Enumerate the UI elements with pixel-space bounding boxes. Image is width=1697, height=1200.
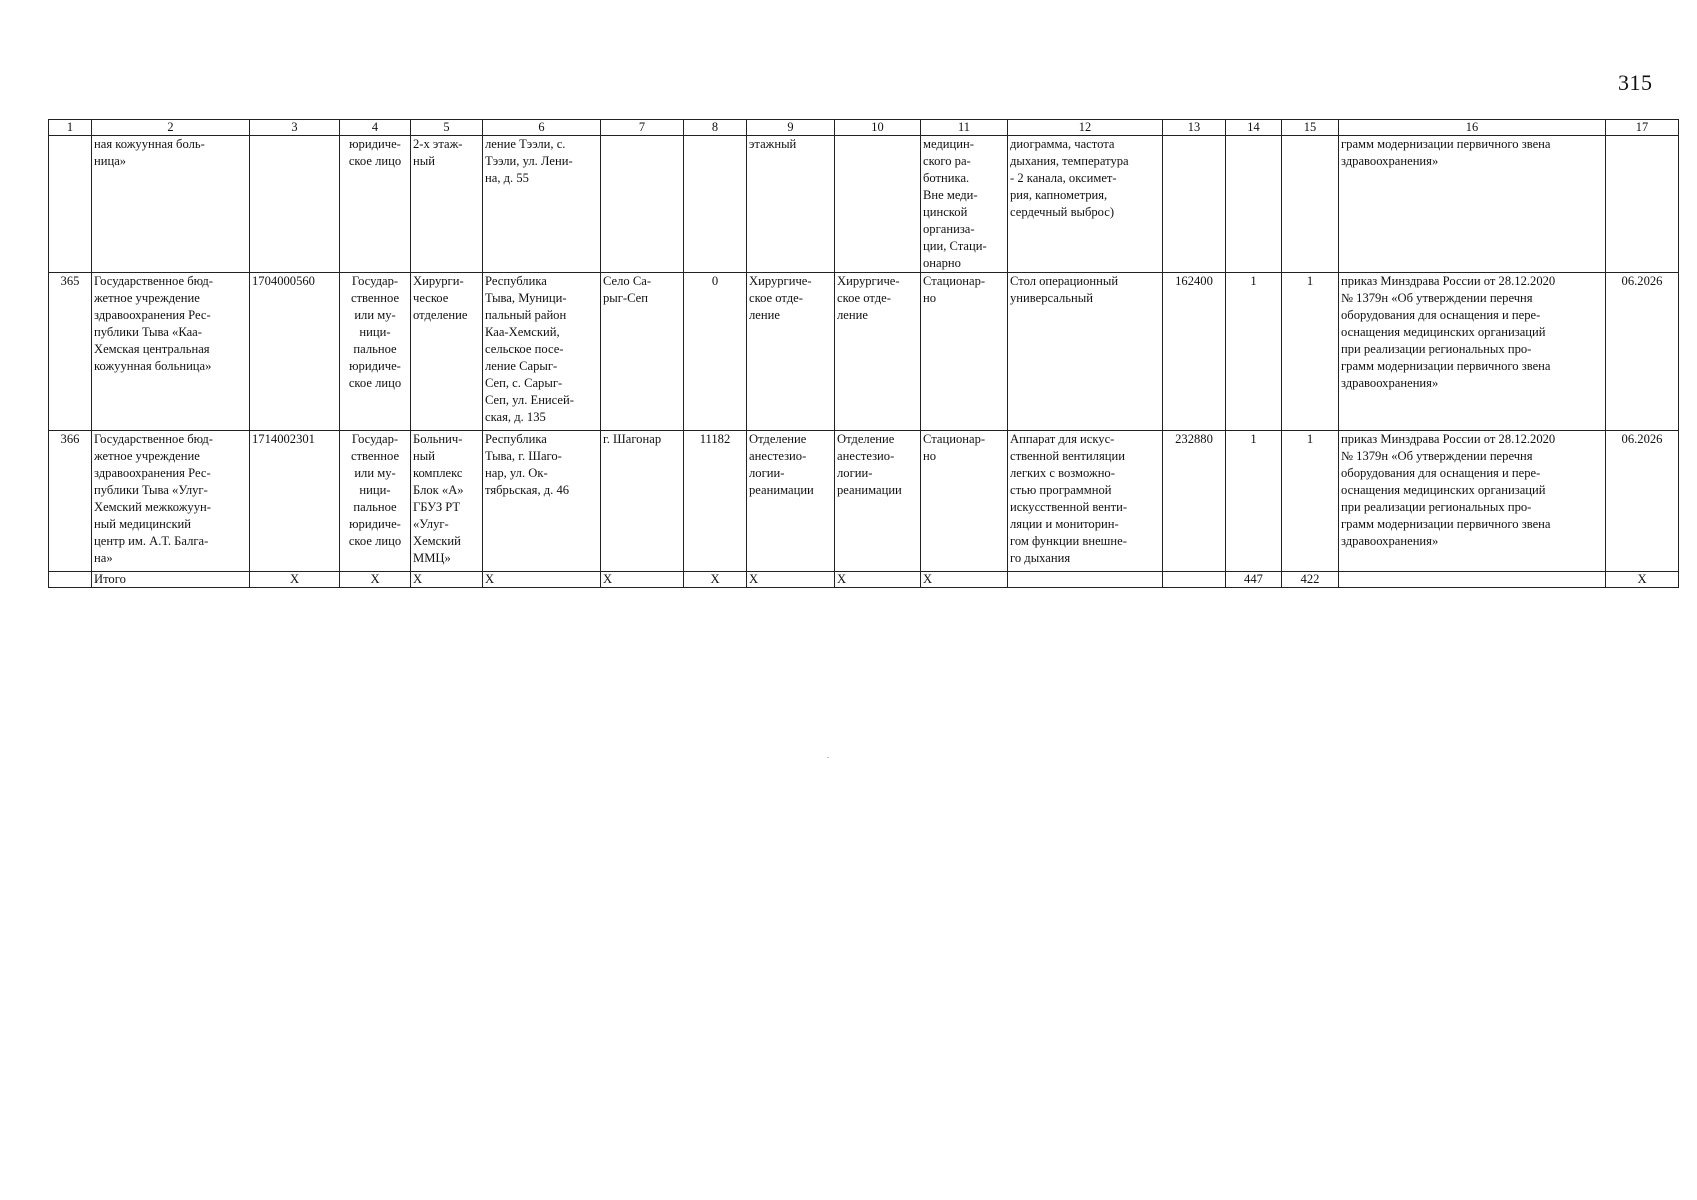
header-cell: 10 bbox=[835, 120, 921, 136]
cell-equipment: Стол операционный универсальный bbox=[1008, 273, 1163, 431]
cell-building: 2-х этаж- ный bbox=[411, 136, 483, 273]
total-cell bbox=[1008, 572, 1163, 588]
cell-date bbox=[1606, 136, 1679, 273]
header-cell: 2 bbox=[92, 120, 250, 136]
cell-building: Хирурги- ческое отделение bbox=[411, 273, 483, 431]
cell-quantity bbox=[1226, 136, 1282, 273]
cell-care-condition: медицин- ского ра- ботника. Вне меди- цинской организа- ции, Стаци- онарно bbox=[921, 136, 1008, 273]
header-cell: 3 bbox=[250, 120, 340, 136]
header-cell: 15 bbox=[1282, 120, 1339, 136]
cell-locality: Село Са- рыг-Сеп bbox=[601, 273, 684, 431]
cell-legal-form: юридиче- ское лицо bbox=[340, 136, 411, 273]
header-cell: 6 bbox=[483, 120, 601, 136]
header-cell: 1 bbox=[49, 120, 92, 136]
header-cell: 14 bbox=[1226, 120, 1282, 136]
scan-speck bbox=[827, 757, 829, 758]
cell-department: этажный bbox=[747, 136, 835, 273]
cell-equipment: диограмма, частота дыхания, температура - 2 канала, оксимет- рия, капнометрия, сердечный выброс) bbox=[1008, 136, 1163, 273]
cell-row-number: 365 bbox=[49, 273, 92, 431]
cell-department: Хирургиче- ское отде- ление bbox=[747, 273, 835, 431]
total-quantity-planned: 422 bbox=[1282, 572, 1339, 588]
header-cell: 7 bbox=[601, 120, 684, 136]
cell-legal-form: Государ- ственное или му- ници- пальное юридиче- ское лицо bbox=[340, 273, 411, 431]
cell-population bbox=[684, 136, 747, 273]
cell-address: Республика Тыва, Муници- пальный район Каа-Хемский, сельское посе- ление Сарыг- Сеп, с. Сарыг- Сеп, ул. Енисей- ская, д. 135 bbox=[483, 273, 601, 431]
cell-department: Отделение анестезио- логии- реанимации bbox=[747, 431, 835, 572]
header-cell: 13 bbox=[1163, 120, 1226, 136]
cell-organization: Государственное бюд- жетное учреждение здравоохранения Рес- публики Тыва «Каа- Хемская центральная кожуунная больница» bbox=[92, 273, 250, 431]
table-row bbox=[49, 431, 1679, 572]
total-cell: X bbox=[921, 572, 1008, 588]
total-cell: X bbox=[483, 572, 601, 588]
cell-unit: Хирургиче- ское отде- ление bbox=[835, 273, 921, 431]
cell-population: 11182 bbox=[684, 431, 747, 572]
total-cell: X bbox=[250, 572, 340, 588]
header-cell: 12 bbox=[1008, 120, 1163, 136]
cell-inn bbox=[250, 136, 340, 273]
table-row bbox=[49, 273, 1679, 431]
header-cell: 8 bbox=[684, 120, 747, 136]
cell-code: 162400 bbox=[1163, 273, 1226, 431]
total-quantity: 447 bbox=[1226, 572, 1282, 588]
cell-locality: г. Шагонар bbox=[601, 431, 684, 572]
header-cell: 11 bbox=[921, 120, 1008, 136]
cell-date: 06.2026 bbox=[1606, 273, 1679, 431]
total-cell: X bbox=[340, 572, 411, 588]
total-cell: X bbox=[684, 572, 747, 588]
cell-quantity: 1 bbox=[1226, 431, 1282, 572]
cell-quantity-planned: 1 bbox=[1282, 431, 1339, 572]
cell-unit bbox=[835, 136, 921, 273]
cell-legal-basis: грамм модернизации первичного звена здравоохранения» bbox=[1339, 136, 1606, 273]
cell-locality bbox=[601, 136, 684, 273]
header-cell: 9 bbox=[747, 120, 835, 136]
cell-row-number bbox=[49, 136, 92, 273]
cell-inn: 1704000560 bbox=[250, 273, 340, 431]
cell-date: 06.2026 bbox=[1606, 431, 1679, 572]
total-cell: X bbox=[601, 572, 684, 588]
cell-unit: Отделение анестезио- логии- реанимации bbox=[835, 431, 921, 572]
cell-address: ление Тээли, с. Тээли, ул. Лени- на, д. 55 bbox=[483, 136, 601, 273]
cell-quantity-planned bbox=[1282, 136, 1339, 273]
cell-quantity: 1 bbox=[1226, 273, 1282, 431]
cell-care-condition: Стационар- но bbox=[921, 273, 1008, 431]
total-cell: X bbox=[1606, 572, 1679, 588]
header-cell: 5 bbox=[411, 120, 483, 136]
table-row bbox=[49, 136, 1679, 273]
cell-organization: Государственное бюд- жетное учреждение здравоохранения Рес- публики Тыва «Улуг- Хемский межкожуун- ный медицинский центр им. А.Т. Балга- на» bbox=[92, 431, 250, 572]
cell-code bbox=[1163, 136, 1226, 273]
total-cell: X bbox=[747, 572, 835, 588]
total-label: Итого bbox=[92, 572, 250, 588]
header-cell: 16 bbox=[1339, 120, 1606, 136]
equipment-table bbox=[48, 119, 1679, 588]
total-cell: X bbox=[411, 572, 483, 588]
total-cell bbox=[1163, 572, 1226, 588]
cell-care-condition: Стационар- но bbox=[921, 431, 1008, 572]
cell-legal-basis: приказ Минздрава России от 28.12.2020 № 1379н «Об утверждении перечня оборудования для оснащения и пере- оснащения медицинских организаций при реализации региональных про- грамм модернизации первичного звена здравоохранения» bbox=[1339, 431, 1606, 572]
column-number-row bbox=[49, 120, 1679, 136]
total-cell bbox=[1339, 572, 1606, 588]
cell-inn: 1714002301 bbox=[250, 431, 340, 572]
cell-quantity-planned: 1 bbox=[1282, 273, 1339, 431]
cell-legal-basis: приказ Минздрава России от 28.12.2020 № 1379н «Об утверждении перечня оборудования для оснащения и пере- оснащения медицинских организаций при реализации региональных про- грамм модернизации первичного звена здравоохранения» bbox=[1339, 273, 1606, 431]
total-cell: X bbox=[835, 572, 921, 588]
cell-address: Республика Тыва, г. Шаго- нар, ул. Ок- тябрьская, д. 46 bbox=[483, 431, 601, 572]
total-cell bbox=[49, 572, 92, 588]
page-number: 315 bbox=[1618, 70, 1653, 95]
header-cell: 4 bbox=[340, 120, 411, 136]
cell-building: Больнич- ный комплекс Блок «А» ГБУЗ РТ «Улуг- Хемский ММЦ» bbox=[411, 431, 483, 572]
cell-equipment: Аппарат для искус- ственной вентиляции легких с возможно- стью программной искусственной венти- ляции и мониторин- гом функции внешне- го дыхания bbox=[1008, 431, 1163, 572]
cell-code: 232880 bbox=[1163, 431, 1226, 572]
cell-row-number: 366 bbox=[49, 431, 92, 572]
cell-population: 0 bbox=[684, 273, 747, 431]
cell-legal-form: Государ- ственное или му- ници- пальное юридиче- ское лицо bbox=[340, 431, 411, 572]
total-row bbox=[49, 572, 1679, 588]
cell-organization: ная кожуунная боль- ница» bbox=[92, 136, 250, 273]
header-cell: 17 bbox=[1606, 120, 1679, 136]
